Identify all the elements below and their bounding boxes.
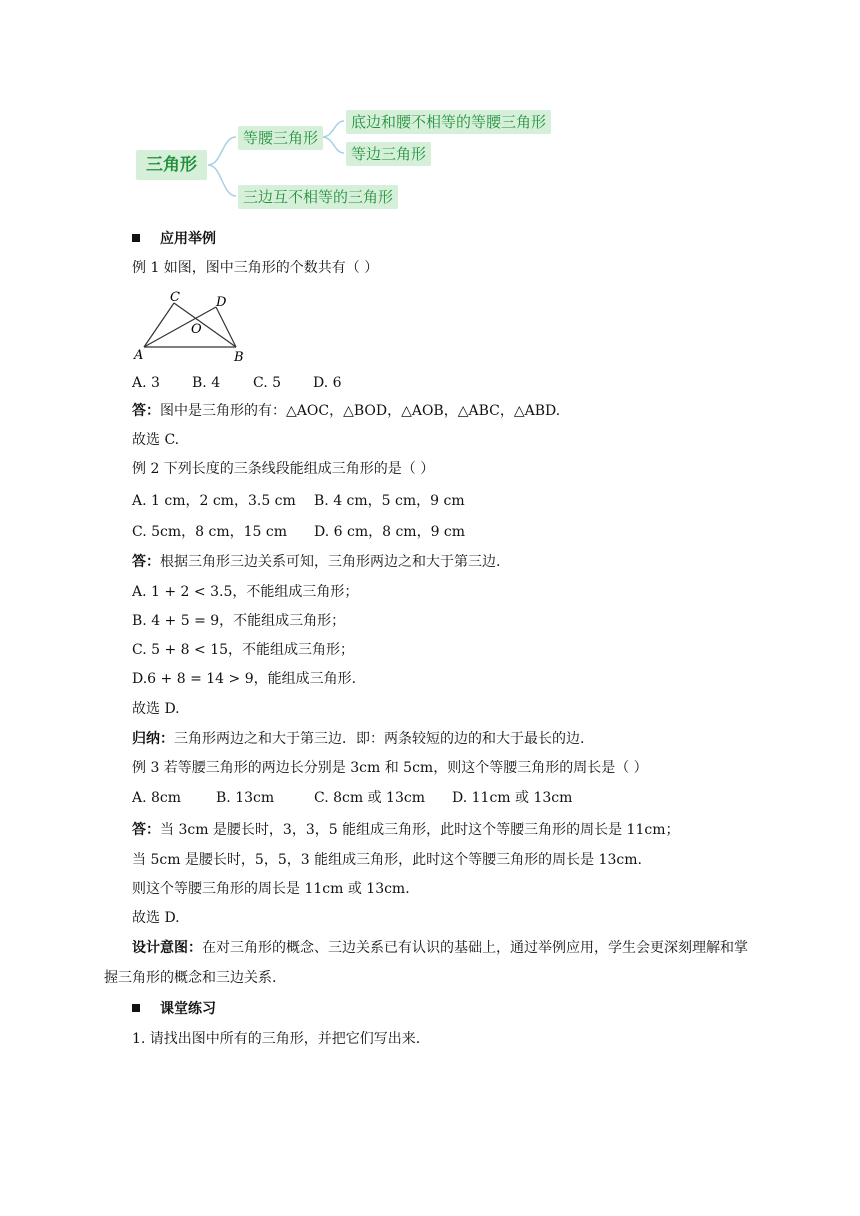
ex3-option-c: C. 8cm 或 13cm bbox=[314, 790, 425, 806]
ex2-summary-text: 三角形两边之和大于第三边．即：两条较短的边的和大于最长的边. bbox=[174, 731, 585, 747]
design-intent-label: 设计意图： bbox=[132, 940, 202, 956]
ex1-option-c: C. 5 bbox=[253, 375, 282, 391]
ex2-choice: 故选 D. bbox=[132, 701, 180, 717]
ex2-summary bbox=[132, 729, 584, 749]
ex3-option-b: B. 13cm bbox=[216, 790, 275, 806]
ex2-options-row1 bbox=[132, 491, 465, 511]
design-intent bbox=[104, 933, 758, 993]
ex3-options bbox=[132, 788, 572, 808]
ex2-reason-b: B. 4 + 5 = 9，不能组成三角形； bbox=[132, 613, 346, 629]
mindmap-node-isosceles-nonequal: 底边和腰不相等的等腰三角形 bbox=[346, 110, 551, 134]
ex2-option-d: D. 6 cm，8 cm，9 cm bbox=[314, 524, 466, 540]
ex3-option-a: A. 8cm bbox=[132, 790, 182, 806]
ex2-reason-d: D.6 + 8 = 14 > 9，能组成三角形. bbox=[132, 671, 357, 687]
design-intent-text: 在对三角形的概念、三边关系已有认识的基础上，通过举例应用，学生会更深刻理解和掌握三角形的概念和三边关系. bbox=[104, 940, 748, 986]
ex2-option-a: A. 1 cm，2 cm，3.5 cm bbox=[132, 493, 296, 509]
ex3-answer-text-2: 当 5cm 是腰长时，5，5，3 能组成三角形，此时这个等腰三角形的周长是 13cm. bbox=[132, 852, 642, 868]
ex1-answer-text: 图中是三角形的有：△AOC，△BOD，△AOB，△ABC，△ABD. bbox=[160, 403, 561, 419]
ex1-options bbox=[132, 373, 342, 393]
label-B: B bbox=[234, 350, 244, 365]
answer-label: 答： bbox=[132, 554, 160, 570]
label-A: A bbox=[134, 348, 144, 363]
ex1-answer bbox=[132, 401, 560, 421]
mindmap-node-equilateral: 等边三角形 bbox=[346, 142, 431, 166]
mindmap-node-scalene: 三边互不相等的三角形 bbox=[238, 185, 398, 209]
ex2-reason-c: C. 5 + 8 < 15，不能组成三角形； bbox=[132, 642, 355, 658]
label-C: C bbox=[170, 290, 180, 305]
ex2-option-b: B. 4 cm，5 cm，9 cm bbox=[314, 493, 465, 509]
ex3-question: 例 3 若等腰三角形的两边长分别是 3cm 和 5cm，则这个等腰三角形的周长是（ ） bbox=[132, 760, 648, 776]
square-bullet-icon bbox=[132, 1004, 140, 1012]
section-heading-examples: 应用举例 bbox=[132, 229, 216, 249]
ex1-choice: 故选 C. bbox=[132, 432, 180, 448]
ex2-options-row2 bbox=[132, 522, 465, 542]
answer-label: 答： bbox=[132, 822, 160, 838]
summary-label: 归纳： bbox=[132, 731, 174, 747]
ex1-option-d: D. 6 bbox=[313, 375, 342, 391]
ex3-answer-text-1: 当 3cm 是腰长时，3，3，5 能组成三角形，此时这个等腰三角形的周长是 11cm； bbox=[160, 822, 680, 838]
ex1-option-b: B. 4 bbox=[192, 375, 221, 391]
mindmap-root: 三角形 bbox=[136, 150, 207, 180]
label-O: O bbox=[191, 322, 202, 337]
square-bullet-icon bbox=[132, 234, 140, 242]
ex3-option-d: D. 11cm 或 13cm bbox=[452, 790, 573, 806]
mindmap-node-isosceles: 等腰三角形 bbox=[238, 126, 323, 150]
ex1-question: 例 1 如图，图中三角形的个数共有（ ） bbox=[132, 260, 379, 276]
ex1-option-a: A. 3 bbox=[132, 375, 160, 391]
ex3-answer-text-3: 则这个等腰三角形的周长是 11cm 或 13cm. bbox=[132, 881, 410, 897]
ex2-option-c: C. 5cm，8 cm，15 cm bbox=[132, 524, 287, 540]
ex2-answer-text: 根据三角形三边关系可知，三角形两边之和大于第三边. bbox=[160, 554, 501, 570]
label-D: D bbox=[216, 295, 227, 310]
ex2-answer bbox=[132, 552, 500, 572]
ex3-answer bbox=[132, 820, 679, 840]
practice-1: 1. 请找出图中所有的三角形，并把它们写出来. bbox=[132, 1031, 421, 1047]
section-heading-practice: 课堂练习 bbox=[132, 999, 216, 1019]
answer-label: 答： bbox=[132, 403, 160, 419]
ex2-question: 例 2 下列长度的三条线段能组成三角形的是（ ） bbox=[132, 461, 435, 477]
ex3-choice: 故选 D. bbox=[132, 910, 180, 926]
ex2-reason-a: A. 1 + 2 < 3.5，不能组成三角形； bbox=[132, 584, 359, 600]
ex1-triangle-figure bbox=[130, 287, 255, 365]
